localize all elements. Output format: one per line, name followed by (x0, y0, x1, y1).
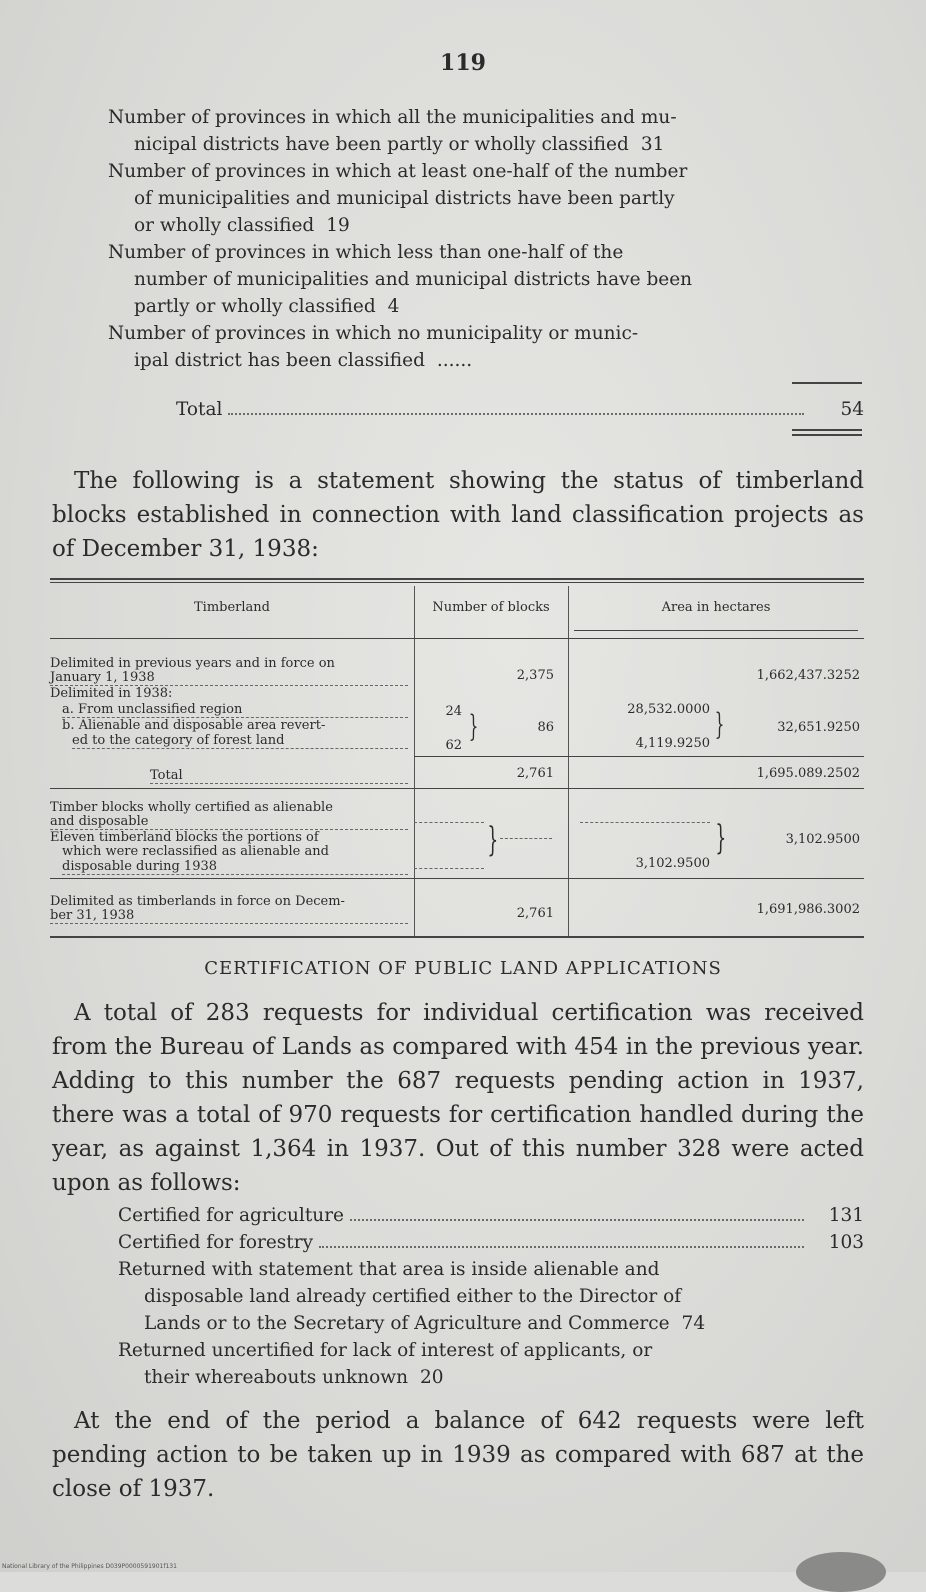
cell-blocks: 62 (445, 738, 462, 753)
list-item-line: partly or wholly classified (134, 296, 376, 317)
list-item-line: Number of provinces in which no municipality or munic- (108, 323, 639, 344)
list-item-line: Number of provinces in which all the municipalities and mu- (108, 107, 677, 128)
total-row (108, 396, 864, 423)
page-number: 119 (440, 50, 486, 76)
list-item (108, 320, 864, 374)
list-item (108, 104, 864, 158)
row-label: which were reclassified as alienable and (62, 844, 329, 859)
row-label: Eleven timberland blocks the portions of (50, 830, 319, 845)
row-label: a. From unclassified region (62, 702, 408, 718)
row-label: Delimited in previous years and in force on (50, 656, 335, 671)
list-item (108, 239, 864, 320)
list-item-value: 103 (828, 1232, 864, 1253)
list-item-line: of municipalities and municipal districts have been partly (134, 188, 675, 209)
list-item-value: ...... (436, 350, 473, 371)
total-label: Total (150, 768, 408, 784)
total-value: 54 (840, 399, 864, 420)
province-classification-list (108, 104, 864, 423)
list-item-line: or wholly classified (134, 215, 315, 236)
list-item (118, 1337, 864, 1391)
list-item-leader (108, 347, 864, 374)
row-label: Delimited in 1938: (50, 686, 173, 701)
list-item-line: Number of provinces in which at least one-half of the number (108, 161, 688, 182)
footer-watermark: National Library of the Philippines D039P0000591901f131 (2, 1563, 177, 1570)
list-item-leader (108, 131, 864, 158)
header-timberland: Timberland (194, 600, 270, 615)
list-item-leader (108, 293, 864, 320)
list-item-line: their whereabouts unknown (144, 1367, 409, 1388)
cell-blocks: 2,761 (516, 906, 554, 921)
header-area: Area in hectares (661, 600, 771, 615)
row-label: ber 31, 1938 (50, 908, 408, 924)
list-item-line: Returned uncertified for lack of interest of applicants, or (118, 1340, 653, 1361)
list-item-value: 20 (420, 1367, 444, 1388)
list-item (118, 1202, 864, 1229)
list-item-leader (118, 1364, 864, 1391)
list-item-value: 131 (828, 1205, 864, 1226)
cell-area: 32,651.9250 (777, 720, 860, 735)
list-item-line: number of municipalities and municipal districts have been (134, 269, 693, 290)
list-item-leader (108, 212, 864, 239)
cell-area: 3,102.9500 (785, 832, 860, 847)
total-label: Total (176, 399, 223, 420)
list-item-line: disposable land already certified either to the Director of (144, 1286, 682, 1307)
cell-area: 3,102.9500 (635, 856, 710, 871)
cell-blocks: 2,375 (516, 668, 554, 683)
closing-paragraph: At the end of the period a balance of 642 requests were left pending action to be taken up in 1939 as compared with 687 at the close of 1937. (52, 1408, 864, 1502)
list-item-line: ipal district has been classified (134, 350, 425, 371)
header-blocks: Number of blocks (432, 600, 550, 615)
total-area: 1,695.089.2502 (756, 766, 860, 781)
row-label: disposable during 1938 (62, 859, 408, 875)
list-item (108, 158, 864, 239)
intro-paragraph: The following is a statement showing the status of timberland blocks established in connection with land classification projects as of December 31, 1938: (52, 468, 864, 562)
cell-blocks: 86 (537, 720, 554, 735)
scan-artifact (796, 1552, 886, 1592)
document-page: 119 Number of provinces in which all the municipalities and mu- nicipal districts have been partly or wholly classified 31 Number of provinces in which at least one-half of the number of municipalities and municipal districts have been partly or wholly classified 19 Number of provinces in which less than one-half of the number of municipalities and municipal districts have been partly or wholly classified 4 Number of provinces in which no municipality or munic- ipal district has been classified ...... Total 54 The following is a statement showing the status of timberland blocks established in connection with land classification projects as of December 31, 1938: Timberland Number of blocks Area in hectares Delimited in previous years and in force on January 1, 1938 2,375 1,662,437.3252 Delimited in 1938: a. From unclassified region b. Alienable and disposable area revert- ed to the category of forest land 24 62 } 86 28,532.0000 4,119.9250 } 32,651.9250 Total 2,761 1,695.089.2502 Timber blocks wholly certified as alienable and disposable Eleven timberland blocks the portions of which were reclassified as alienable and disposable during 1938 } } 3,102.9500 3,102.9500 Delimited as timberlands in force on Decem- ber 31, 1938 2,761 1,691,986.3002 CERTIFICATION OF PUBLIC LAND APPLICATIONS A total of 283 requests for individual certification was received from the Bureau of Lands as compared with 454 in the previous year. Adding to this number the 687 requests pending action in 1937, there was a total of 970 requests for certification handled during the year, as against 1,364 in 1937. Out of this number 328 were acted upon as follows: Certified for agriculture 131 Certified for forestry 103 Returned with statement that area is inside alienable and disposable land already certified either to the Director of Lands or to the Secretary of Agriculture and Commerce 74 Returned uncertified for lack of interest of applicants, or their whereabouts unknown 20 At the end of the period a balance of 642 requests were left pending action to be taken up in 1939 as compared with 687 at the close of 1937. National Library of the Philippines D039P0000591901f131 (0, 0, 926, 1572)
row-label: Delimited as timberlands in force on Decem- (50, 894, 345, 909)
cell-blocks: 24 (445, 704, 462, 719)
list-item-value: 74 (681, 1313, 706, 1334)
cell-area: 1,662,437.3252 (756, 668, 860, 683)
list-item (118, 1256, 864, 1337)
list-item-line: Certified for forestry (118, 1232, 314, 1253)
certification-list (118, 1202, 864, 1391)
cell-area: 4,119.9250 (635, 736, 710, 751)
row-label: January 1, 1938 (50, 670, 408, 686)
list-item-value: 31 (640, 134, 665, 155)
list-item-value: 19 (326, 215, 350, 236)
row-label: and disposable (50, 814, 408, 830)
list-item-line: Number of provinces in which less than one-half of the (108, 242, 624, 263)
list-item-line: Returned with statement that area is inside alienable and (118, 1259, 660, 1280)
list-item (118, 1229, 864, 1256)
list-item-line: Lands or to the Secretary of Agriculture and Commerce (144, 1313, 670, 1334)
row-label: b. Alienable and disposable area revert- (62, 718, 326, 733)
cell-area: 28,532.0000 (627, 702, 710, 717)
certification-paragraph: A total of 283 requests for individual certification was received from the Bureau of Lands as compared with 454 in the previous year. Adding to this number the 687 requests pending action in 1937, there was a total of 970 requests for certification handled during the year, as against 1,364 in 1937. Out of this number 328 were acted upon as follows: (52, 1000, 864, 1196)
list-item-line: nicipal districts have been partly or wholly classified (134, 134, 629, 155)
total-blocks: 2,761 (516, 766, 554, 781)
list-item-value: 4 (387, 296, 400, 317)
row-label: Timber blocks wholly certified as alienable (50, 800, 333, 815)
list-item-line: Certified for agriculture (118, 1205, 344, 1226)
list-item-leader (118, 1310, 864, 1337)
cell-area: 1,691,986.3002 (756, 902, 860, 917)
row-label: ed to the category of forest land (72, 733, 408, 749)
section-heading: CERTIFICATION OF PUBLIC LAND APPLICATIONS (204, 958, 722, 979)
